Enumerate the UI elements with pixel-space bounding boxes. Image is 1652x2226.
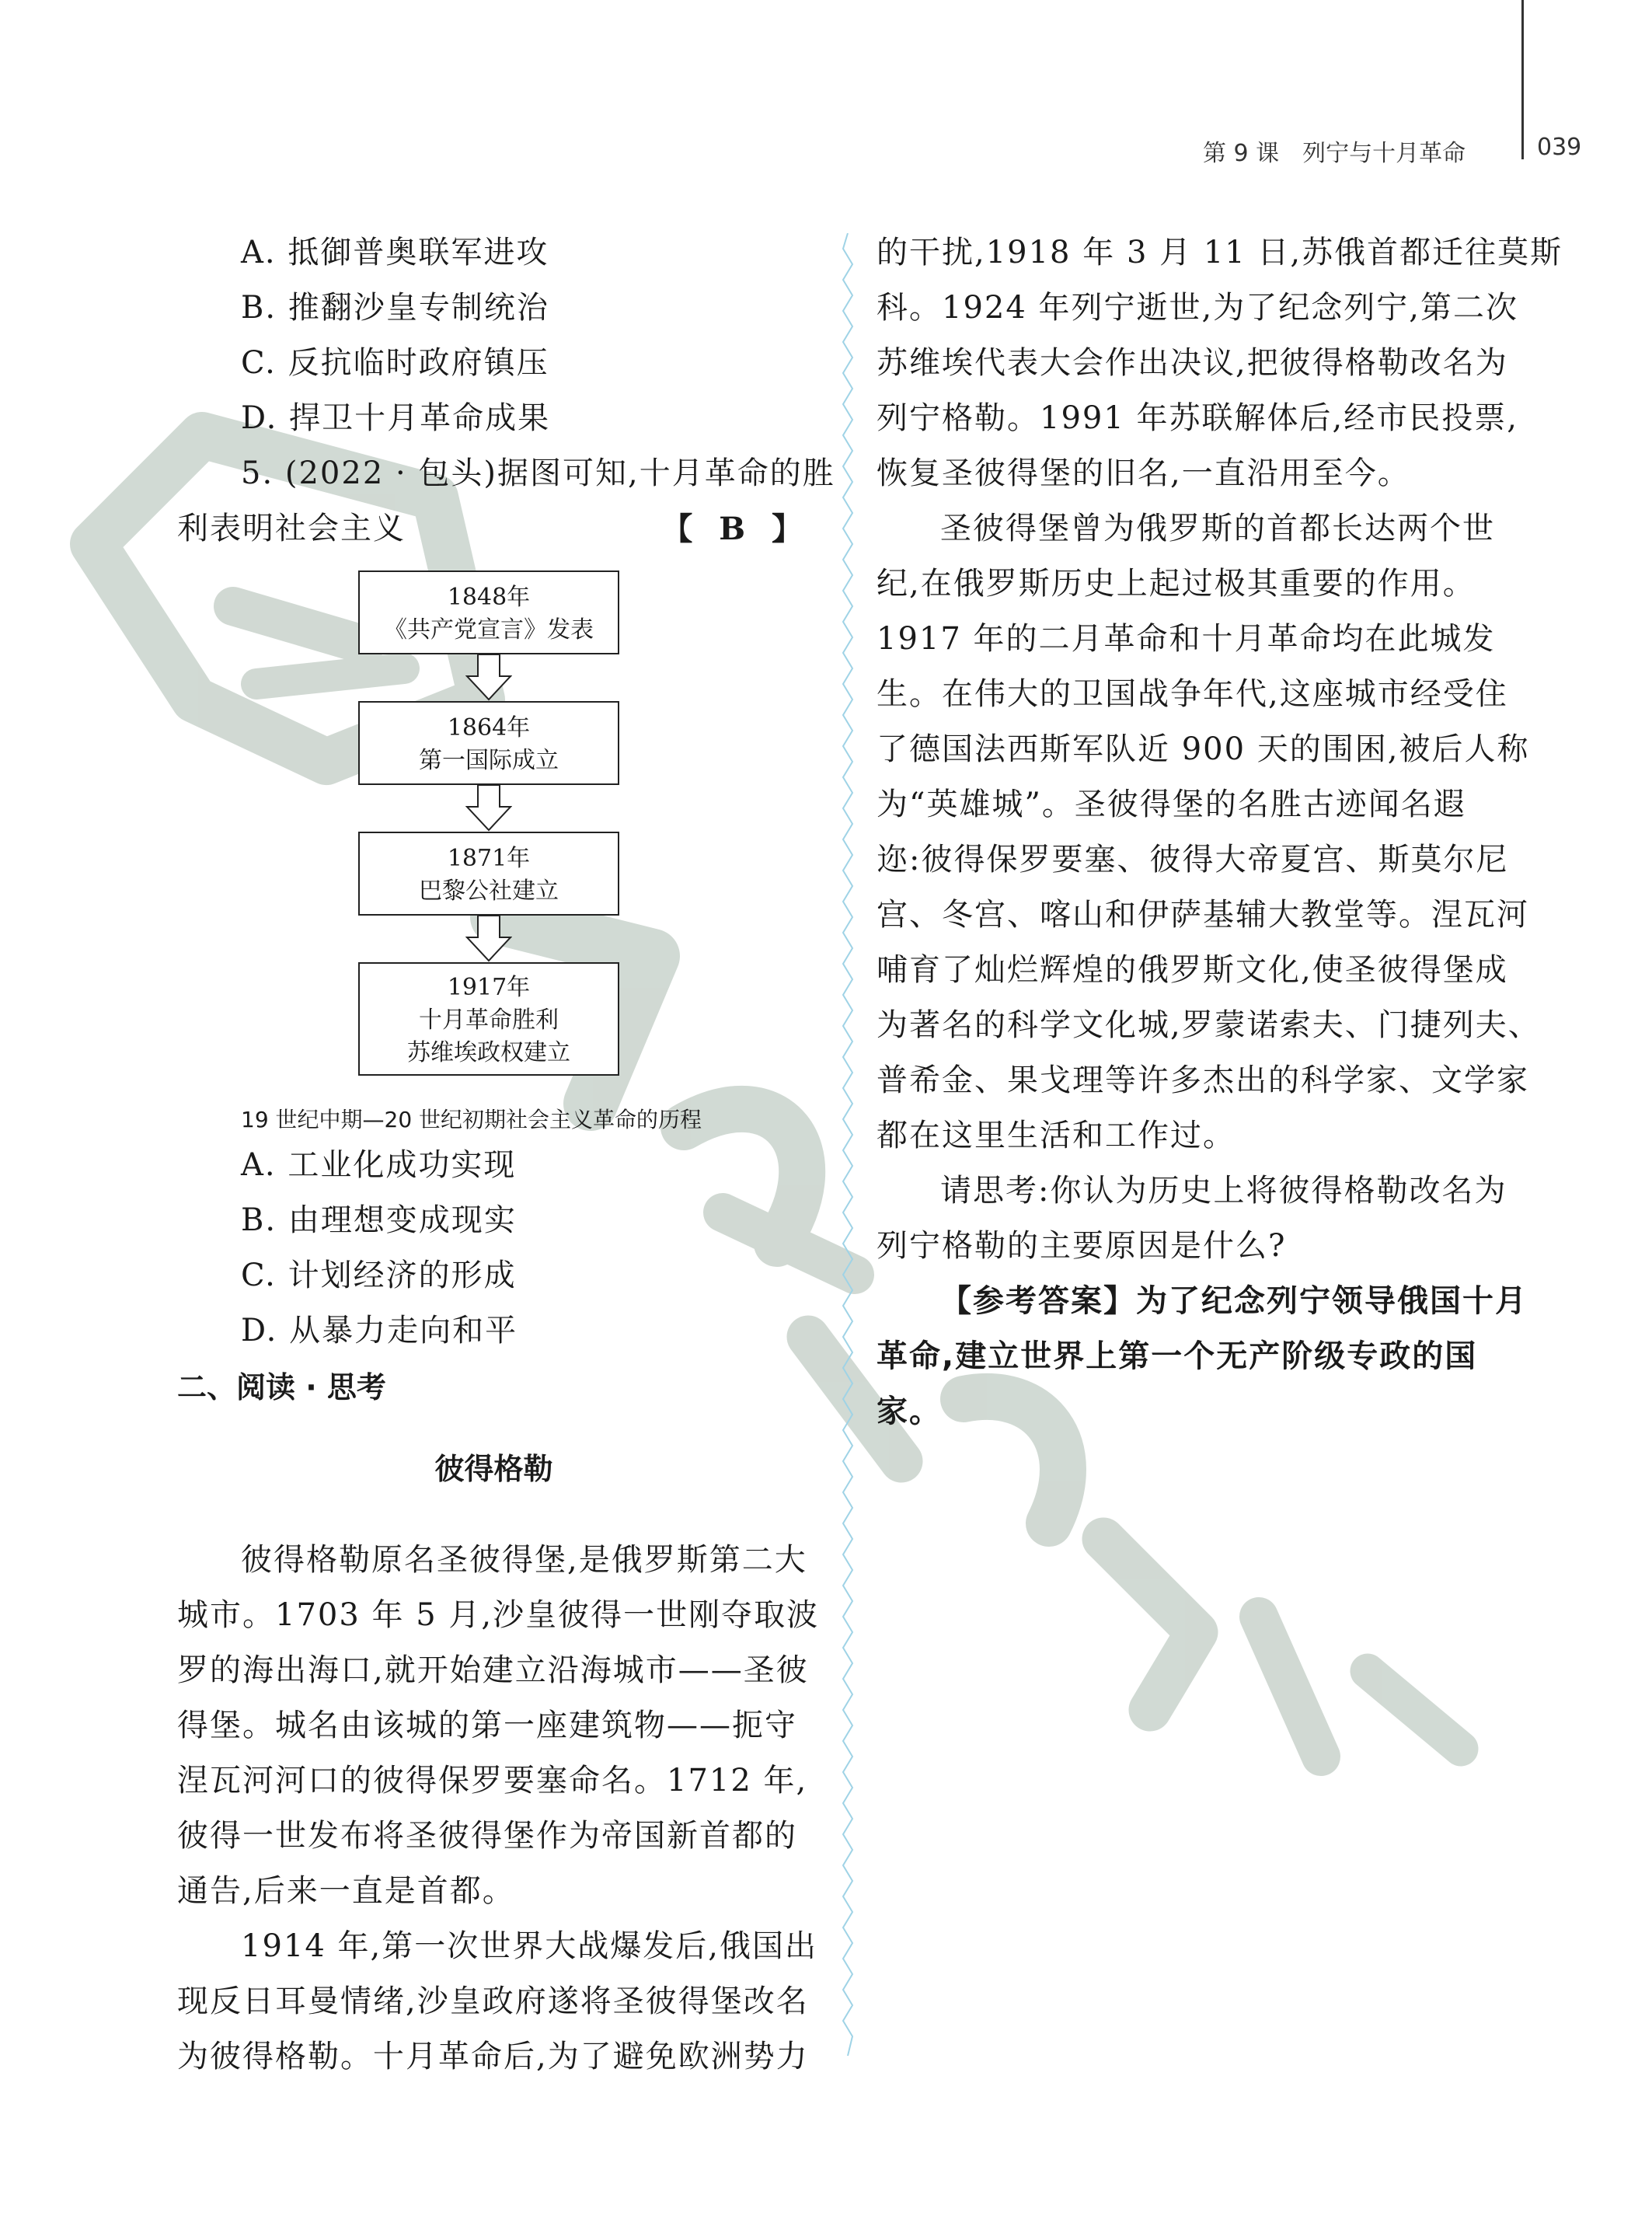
text-line: 现反日耳曼情绪,沙皇政府遂将圣彼得堡改名 [177, 1984, 809, 2019]
down-arrow-icon [465, 785, 512, 832]
text-line: 哺育了灿烂辉煌的俄罗斯文化,使圣彼得堡成 [877, 952, 1508, 988]
text-line: 都在这里生活和工作过。 [877, 1118, 1236, 1153]
timeline-event: 《共产党宣言》发表 [384, 616, 594, 644]
text-line: 彼得格勒原名圣彼得堡,是俄罗斯第二大 [241, 1542, 807, 1578]
text-line: 为著名的科学文化城,罗蒙诺索夫、门捷列夫、 [877, 1007, 1541, 1043]
text-line: 家。 [877, 1394, 942, 1429]
text-line: 普希金、果戈理等许多杰出的科学家、文学家 [877, 1062, 1529, 1098]
q5-option-c: C. 计划经济的形成 [241, 1258, 517, 1293]
timeline-box-1864 [358, 701, 619, 785]
timeline-event: 巴黎公社建立 [419, 877, 559, 905]
timeline-event: 第一国际成立 [419, 747, 559, 774]
text-line: 的干扰,1918 年 3 月 11 日,苏俄首都迁往莫斯 [877, 235, 1563, 270]
text-line: 请思考:你认为历史上将彼得格勒改名为 [940, 1173, 1507, 1209]
text-line: 1917 年的二月革命和十月革命均在此城发 [877, 621, 1496, 657]
text-line: 列宁格勒。1991 年苏联解体后,经市民投票, [877, 400, 1518, 436]
paragraph-2-continued [877, 225, 1563, 501]
q5-stem-line1: 5. (2022 · 包头)据图可知,十月革命的胜 [241, 455, 835, 491]
q5-option-d: D. 从暴力走向和平 [241, 1313, 518, 1349]
text-line: 1914 年,第一次世界大战爆发后,俄国出 [241, 1928, 817, 1964]
text-line: 涅瓦河河口的彼得保罗要塞命名。1712 年, [177, 1763, 808, 1799]
text-line: 为“英雄城”。圣彼得堡的名胜古迹闻名遐 [877, 787, 1466, 822]
article-title: 彼得格勒 [434, 1452, 553, 1486]
timeline-box-1848 [358, 570, 619, 654]
text-line: 生。在伟大的卫国战争年代,这座城市经受住 [877, 676, 1508, 712]
text-line: 【参考答案】为了纪念列宁领导俄国十月 [940, 1283, 1528, 1319]
q5-option-b: B. 由理想变成现实 [241, 1202, 517, 1238]
timeline-year: 1848年 [447, 584, 531, 611]
timeline-box-1871 [358, 832, 619, 916]
q4-option-c: C. 反抗临时政府镇压 [241, 345, 549, 381]
timeline-year: 1917年 [447, 974, 531, 1001]
diagram-caption: 19 世纪中期—20 世纪初期社会主义革命的历程 [241, 1107, 702, 1132]
timeline-year: 1871年 [447, 845, 531, 872]
text-line: 迩:彼得保罗要塞、彼得大帝夏宫、斯莫尔尼 [877, 842, 1509, 877]
text-line: 科。1924 年列宁逝世,为了纪念列宁,第二次 [877, 290, 1518, 326]
q5-stem-text: 利表明社会主义 [177, 511, 406, 546]
paragraph-3 [877, 501, 1541, 1164]
down-arrow-icon [465, 916, 512, 962]
text-line: 了德国法西斯军队近 900 天的围困,被后人称 [877, 731, 1530, 767]
timeline-box-1917 [358, 962, 619, 1076]
timeline-event: 十月革命胜利 [419, 1007, 559, 1034]
left-column [177, 225, 835, 2085]
lesson-title: 第 9 课 列宁与十月革命 [1203, 140, 1466, 167]
text-line: 罗的海出海口,就开始建立沿海城市——圣彼 [177, 1652, 809, 1688]
down-arrow-icon [465, 654, 512, 701]
column-divider [842, 233, 854, 2056]
text-line: 为彼得格勒。十月革命后,为了避免欧洲势力 [177, 2039, 809, 2074]
text-line: 圣彼得堡曾为俄罗斯的首都长达两个世 [940, 511, 1495, 546]
think-question [877, 1164, 1507, 1274]
timeline-year: 1864年 [447, 714, 531, 741]
text-line: 城市。1703 年 5 月,沙皇彼得一世刚夺取波 [177, 1597, 820, 1633]
q5-option-a: A. 工业化成功实现 [241, 1147, 517, 1183]
q5-stem-line2 [177, 501, 810, 556]
revolution-timeline-diagram [177, 556, 810, 1101]
q4-option-a: A. 抵御普奥联军进攻 [241, 235, 549, 270]
text-line: 彼得一世发布将圣彼得堡作为帝国新首都的 [177, 1818, 797, 1854]
timeline-event: 苏维埃政权建立 [407, 1039, 570, 1066]
header-rule [1521, 0, 1524, 159]
q5-answer-bracket: 【 B 】 [661, 511, 810, 547]
q4-option-b: B. 推翻沙皇专制统治 [241, 290, 549, 326]
reference-answer [877, 1274, 1528, 1439]
right-column [877, 225, 1563, 1439]
text-line: 恢复圣彼得堡的旧名,一直沿用至今。 [877, 455, 1410, 491]
text-line: 得堡。城名由该城的第一座建筑物——扼守 [177, 1708, 797, 1743]
section-title: 二、阅读 · 思考 [177, 1370, 386, 1404]
page-number: 039 [1537, 134, 1582, 161]
text-line: 宫、冬宫、喀山和伊萨基辅大教堂等。涅瓦河 [877, 897, 1529, 933]
text-line: 列宁格勒的主要原因是什么? [877, 1228, 1287, 1264]
paragraph-1 [177, 1533, 820, 1919]
q4-option-d: D. 捍卫十月革命成果 [241, 400, 551, 436]
text-line: 通告,后来一直是首都。 [177, 1873, 515, 1909]
paragraph-2 [177, 1919, 817, 2085]
text-line: 革命,建立世界上第一个无产阶级专政的国 [877, 1338, 1478, 1374]
text-line: 苏维埃代表大会作出决议,把彼得格勒改名为 [877, 345, 1508, 381]
text-line: 纪,在俄罗斯历史上起过极其重要的作用。 [877, 566, 1476, 602]
